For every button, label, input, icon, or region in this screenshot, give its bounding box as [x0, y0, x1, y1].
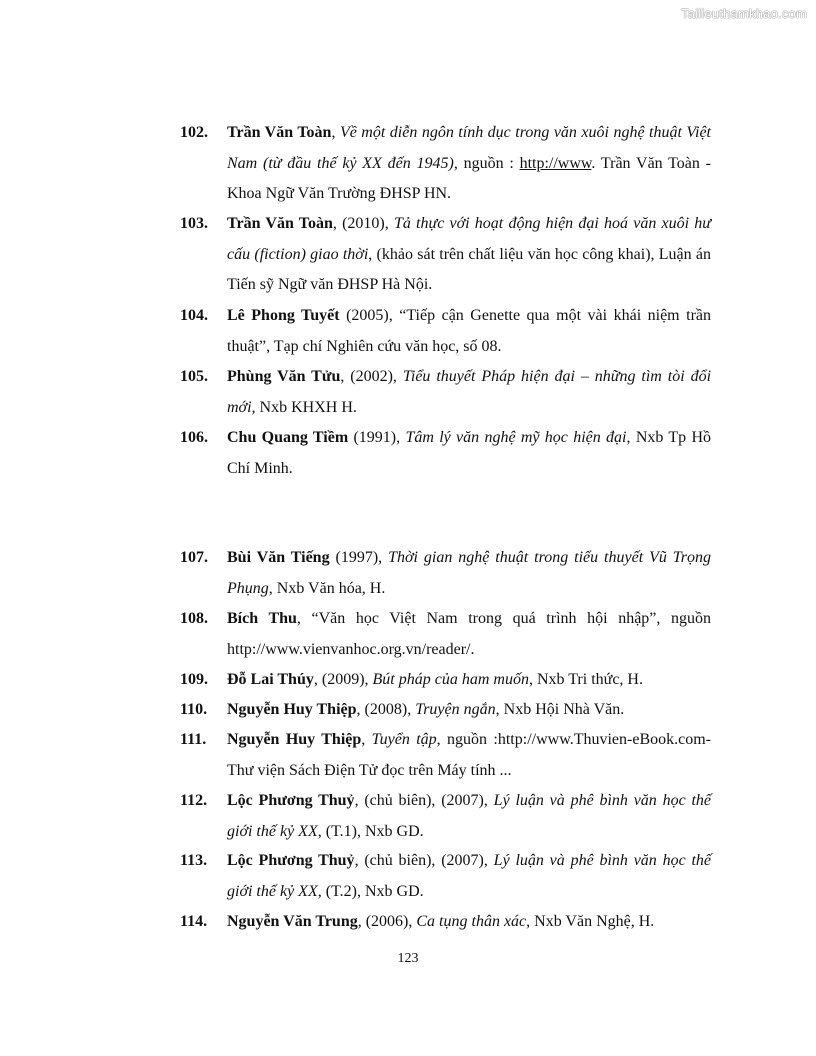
reference-title: Về một diễn ngôn tính dục trong văn xuôi nghệ thuật Việt Nam (từ đầu thế kỷ XX đến 1945): [227, 124, 712, 172]
reference-number: 112.: [180, 792, 208, 809]
reference-item-108: 108. Bích Thu, “Văn học Việt Nam trong quá trình hội nhập”, nguồn http://www.vienvanhoc.org.vn/reader/.: [180, 604, 711, 665]
reference-number: 110.: [180, 701, 208, 718]
reference-number: 111.: [180, 731, 207, 748]
reference-number: 107.: [180, 549, 208, 566]
reference-title: Thời gian nghệ thuật trong tiểu thuyết Vũ Trọng Phụng: [227, 549, 712, 597]
reference-item-112: 112. Lộc Phương Thuỷ, (chủ biên), (2007), Lý luận và phê bình văn học thế giới thế kỷ XX, (T.1), Nxb GD.: [180, 786, 711, 847]
reference-title: Bút pháp của ham muốn: [372, 671, 529, 688]
reference-number: 113.: [180, 852, 208, 869]
reference-item-113: 113. Lộc Phương Thuỷ, (chủ biên), (2007), Lý luận và phê bình văn học thế giới thế kỷ XX, (T.2), Nxb GD.: [180, 846, 711, 907]
reference-item-106: 106. Chu Quang Tiềm (1991), Tâm lý văn nghệ mỹ học hiện đại, Nxb Tp Hồ Chí Minh.: [180, 423, 711, 484]
reference-author: Nguyễn Văn Trung: [227, 913, 358, 930]
reference-title: Lý luận và phê bình văn học thế giới thế kỷ XX: [227, 792, 712, 840]
reference-item-104: 104. Lê Phong Tuyết (2005), “Tiếp cận Genette qua một vài khái niệm trần thuật”, Tạp chí Nghiên cứu văn học, số 08.: [180, 301, 711, 362]
reference-item-102: 102. Trần Văn Toàn, Về một diễn ngôn tính dục trong văn xuôi nghệ thuật Việt Nam (từ đầu thế kỷ XX đến 1945), nguồn : http://www. Trần Văn Toàn - Khoa Ngữ Văn Trường ĐHSP HN.: [180, 118, 711, 210]
reference-link[interactable]: http://www: [519, 154, 592, 172]
watermark: Tailieuthamkhao.com: [681, 6, 807, 21]
reference-title: Tiểu thuyết Pháp hiện đại – những tìm tòi đổi mới,: [227, 368, 712, 416]
reference-item-111: 111. Nguyễn Huy Thiệp, Tuyển tập, nguồn :http://www.Thuvien-eBook.com- Thư viện Sách Điện Tử đọc trên Máy tính ...: [180, 725, 711, 786]
reference-item-114: 114. Nguyễn Văn Trung, (2006), Ca tụng thân xác, Nxb Văn Nghệ, H.: [180, 907, 711, 938]
reference-title: Tâm lý văn nghệ mỹ học hiện đại: [405, 429, 627, 446]
reference-number: 108.: [180, 610, 208, 627]
reference-number: 105.: [180, 368, 208, 385]
reference-item-110: 110. Nguyễn Huy Thiệp, (2008), Truyện ngắn, Nxb Hội Nhà Văn.: [180, 695, 711, 726]
reference-author: Đỗ Lai Thúy: [227, 671, 314, 688]
reference-author: Lộc Phương Thuỷ: [227, 852, 355, 869]
reference-author: Lộc Phương Thuỷ: [227, 792, 355, 809]
reference-title: Tả thực với hoạt động hiện đại hoá văn xuôi hư cấu (fiction) giao thời: [227, 215, 712, 263]
reference-author: Nguyễn Huy Thiệp: [227, 701, 357, 718]
reference-author: Trần Văn Toàn: [227, 124, 332, 141]
reference-author: Lê Phong Tuyết: [227, 307, 340, 324]
reference-author: Bùi Văn Tiếng: [227, 549, 330, 566]
reference-author: Trần Văn Toàn: [227, 215, 333, 232]
reference-number: 109.: [180, 671, 208, 688]
reference-number: 102.: [180, 124, 208, 141]
reference-author: Bích Thu: [227, 610, 297, 627]
reference-item-109: 109. Đỗ Lai Thúy, (2009), Bút pháp của ham muốn, Nxb Tri thức, H.: [180, 665, 711, 696]
reference-number: 114.: [180, 913, 208, 930]
reference-author: Phùng Văn Tửu: [227, 368, 341, 385]
page-number: 123: [397, 951, 419, 966]
reference-item-105: 105. Phùng Văn Tửu, (2002), Tiểu thuyết Pháp hiện đại – những tìm tòi đổi mới, Nxb KHXH H.: [180, 362, 711, 423]
reference-item-103: 103. Trần Văn Toàn, (2010), Tả thực với hoạt động hiện đại hoá văn xuôi hư cấu (fiction) giao thời, (khảo sát trên chất liệu văn học công khai), Luận án Tiến sỹ Ngữ văn ĐHSP Hà Nội.: [180, 209, 711, 301]
reference-title: Ca tụng thân xác: [416, 913, 527, 930]
reference-title: Tuyển tập: [371, 731, 437, 748]
reference-number: 103.: [180, 215, 208, 232]
reference-author: Chu Quang Tiềm: [227, 429, 349, 446]
reference-number: 106.: [180, 429, 208, 446]
reference-author: Nguyễn Huy Thiệp: [227, 731, 362, 748]
reference-title: Truyện ngắn: [415, 701, 496, 718]
reference-number: 104.: [180, 307, 208, 324]
reference-title: Lý luận và phê bình văn học thế giới thế kỷ XX: [227, 852, 712, 900]
reference-item-107: 107. Bùi Văn Tiếng (1997), Thời gian nghệ thuật trong tiểu thuyết Vũ Trọng Phụng, Nxb Văn hóa, H.: [180, 543, 711, 604]
